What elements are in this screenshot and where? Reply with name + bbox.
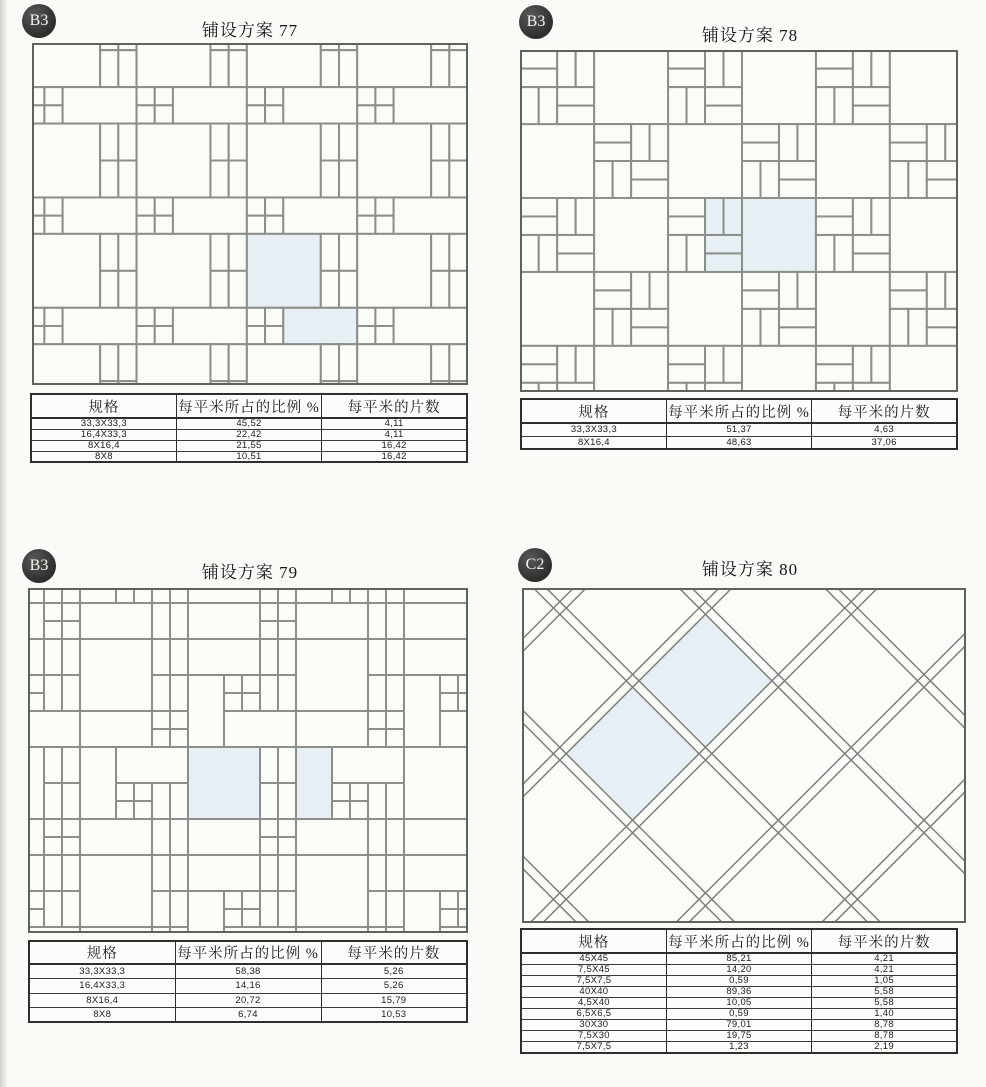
table-row — [521, 953, 957, 964]
spec-cell: 4,21 — [812, 953, 957, 964]
column-header: 规格 — [29, 941, 175, 964]
spec-cell: 16,4X33,3 — [31, 429, 176, 440]
table-row — [521, 1020, 957, 1031]
table-row — [521, 975, 957, 986]
spec-cell: 48,63 — [666, 436, 811, 449]
column-header: 每平米的片数 — [812, 399, 957, 423]
spec-cell: 10,51 — [176, 451, 321, 462]
spec-cell: 21,55 — [176, 440, 321, 451]
spec-cell: 58,38 — [175, 964, 321, 979]
spec-cell: 79,01 — [666, 1020, 811, 1031]
table-row — [521, 1042, 957, 1053]
spec-cell: 89,36 — [666, 986, 811, 997]
table-row — [29, 979, 467, 994]
table-row — [29, 993, 467, 1008]
spec-cell: 7,5X7,5 — [521, 975, 666, 986]
spec-cell: 4,11 — [322, 429, 467, 440]
tile-pattern-diagram — [520, 50, 958, 392]
table-row — [29, 964, 467, 979]
column-header: 每平米所占的比例 % — [666, 929, 811, 953]
spec-cell: 22,42 — [176, 429, 321, 440]
spec-cell: 5,26 — [321, 979, 467, 994]
column-header: 规格 — [521, 929, 666, 953]
spec-cell: 33,3X33,3 — [521, 423, 666, 436]
tile-pattern-diagram — [32, 43, 468, 385]
spec-cell: 6,5X6,5 — [521, 1008, 666, 1019]
spec-cell: 51,37 — [666, 423, 811, 436]
spec-cell: 4,5X40 — [521, 997, 666, 1008]
spec-cell: 33,3X33,3 — [29, 964, 175, 979]
spec-cell: 7,5X30 — [521, 1031, 666, 1042]
table-row — [29, 1008, 467, 1023]
spec-cell: 37,06 — [812, 436, 957, 449]
spec-table — [520, 398, 958, 450]
table-row — [521, 1008, 957, 1019]
spec-cell: 8X16,4 — [29, 993, 175, 1008]
spec-cell: 7,5X7,5 — [521, 1042, 666, 1053]
spec-cell: 7,5X45 — [521, 964, 666, 975]
table-row — [521, 964, 957, 975]
spec-cell: 16,42 — [322, 451, 467, 462]
table-row — [521, 423, 957, 436]
spec-cell: 2,19 — [812, 1042, 957, 1053]
panel-title: 铺设方案 77 — [201, 21, 299, 40]
spec-cell: 8,78 — [812, 1020, 957, 1031]
column-header: 每平米所占的比例 % — [666, 399, 811, 423]
column-header: 每平米的片数 — [322, 394, 467, 418]
table-row — [31, 451, 467, 462]
spec-cell: 8X8 — [31, 451, 176, 462]
spec-cell: 10,05 — [666, 997, 811, 1008]
panel-title: 铺设方案 79 — [201, 563, 299, 582]
spec-cell: 33,3X33,3 — [31, 418, 176, 429]
spec-cell: 40X40 — [521, 986, 666, 997]
category-badge: B3 — [519, 5, 553, 39]
table-row — [521, 997, 957, 1008]
table-row — [521, 436, 957, 449]
table-row — [521, 986, 957, 997]
table-row — [31, 429, 467, 440]
spec-cell: 19,75 — [666, 1031, 811, 1042]
spec-cell: 8X16,4 — [521, 436, 666, 449]
column-header: 每平米所占的比例 % — [176, 394, 321, 418]
column-header: 规格 — [31, 394, 176, 418]
spec-cell: 4,63 — [812, 423, 957, 436]
spec-cell: 20,72 — [175, 993, 321, 1008]
spec-table — [30, 393, 468, 463]
column-header: 每平米所占的比例 % — [175, 941, 321, 964]
spec-cell: 8X8 — [29, 1008, 175, 1023]
spec-cell: 1,05 — [812, 975, 957, 986]
tile-pattern-diagram — [522, 588, 966, 923]
spec-cell: 16,42 — [322, 440, 467, 451]
spec-cell: 5,58 — [812, 986, 957, 997]
spec-cell: 6,74 — [175, 1008, 321, 1023]
spec-cell: 14,16 — [175, 979, 321, 994]
spec-cell: 30X30 — [521, 1020, 666, 1031]
table-row — [31, 440, 467, 451]
spec-cell: 10,53 — [321, 1008, 467, 1023]
spec-cell: 45,52 — [176, 418, 321, 429]
spec-cell: 1,40 — [812, 1008, 957, 1019]
panel-title: 铺设方案 80 — [701, 560, 799, 579]
spec-cell: 15,79 — [321, 993, 467, 1008]
spec-cell: 8,78 — [812, 1031, 957, 1042]
spec-cell: 45X45 — [521, 953, 666, 964]
spec-cell: 0,59 — [666, 975, 811, 986]
table-row — [521, 1031, 957, 1042]
spec-cell: 0,59 — [666, 1008, 811, 1019]
spec-cell: 85,21 — [666, 953, 811, 964]
spec-table — [28, 940, 468, 1023]
scan-edge-shadow — [0, 0, 8, 1087]
spec-cell: 16,4X33,3 — [29, 979, 175, 994]
column-header: 规格 — [521, 399, 666, 423]
spec-table — [520, 928, 958, 1054]
table-row — [31, 418, 467, 429]
spec-cell: 14,20 — [666, 964, 811, 975]
spec-cell: 4,11 — [322, 418, 467, 429]
column-header: 每平米的片数 — [812, 929, 957, 953]
column-header: 每平米的片数 — [321, 941, 467, 964]
spec-cell: 5,26 — [321, 964, 467, 979]
spec-cell: 1,23 — [666, 1042, 811, 1053]
category-badge: B3 — [22, 549, 56, 583]
spec-cell: 8X16,4 — [31, 440, 176, 451]
category-badge: C2 — [518, 548, 552, 582]
tile-pattern-diagram — [28, 588, 468, 933]
spec-cell: 4,21 — [812, 964, 957, 975]
spec-cell: 5,58 — [812, 997, 957, 1008]
panel-title: 铺设方案 78 — [701, 26, 799, 45]
category-badge: B3 — [22, 4, 56, 38]
